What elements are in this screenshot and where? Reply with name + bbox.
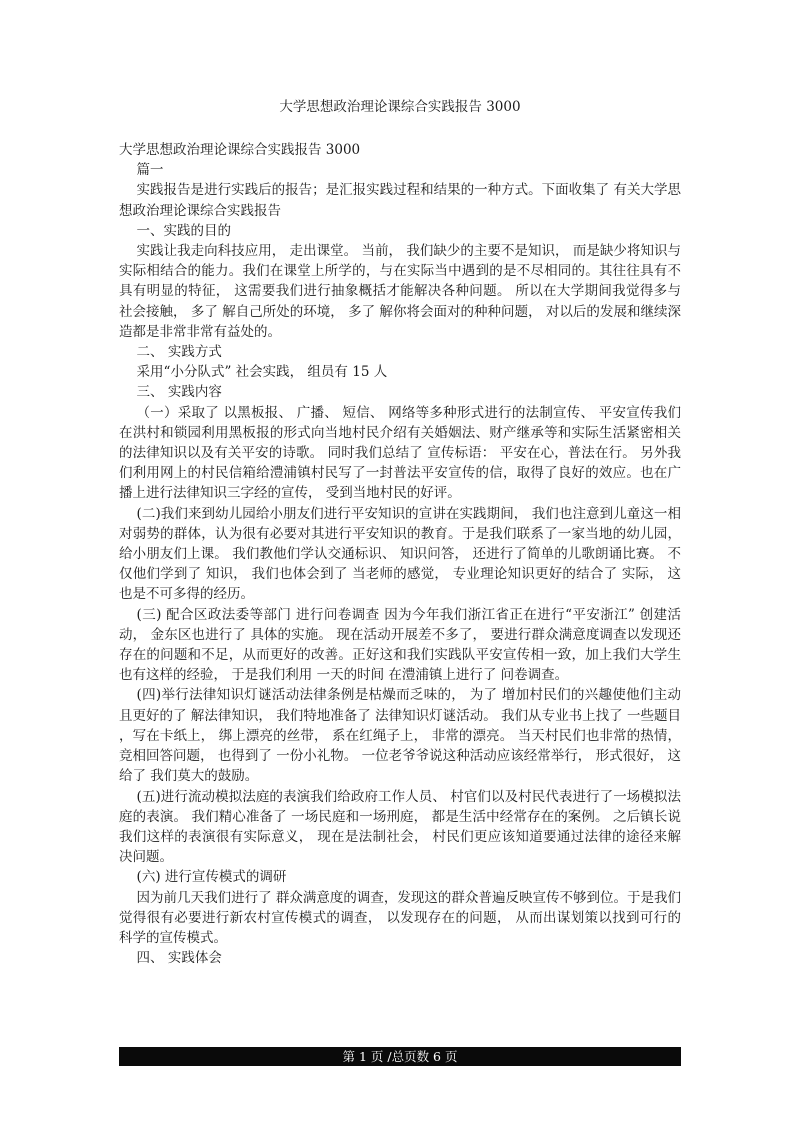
intro-paragraph: 实践报告是进行实践后的报告；是汇报实践过程和结果的一种方式。下面收集了 有关大学思想政治理论课综合实践报告 xyxy=(119,182,681,219)
content-item-3: (三) 配合区政法委等部门 进行问卷调查 因为今年我们浙江省正在进行“平安浙江” 创建活动， 金东区也进行了 具体的实施。 现在活动开展差不多了， 要进行群众满意度调查以发现还存在的问题和不足，从而更好的改善。正好这和我们实践队平安宣传相一致，加上我们大学生也有这样的经验， 于是我们利用 一天的时间 在澧浦镇上进行了 问卷调查。 xyxy=(119,606,681,684)
method-paragraph: 采用“小分队式” 社会实践， 组员有 15 人 xyxy=(136,364,388,381)
page-footer: 第 1 页 /总页数 6 页 xyxy=(119,1047,681,1066)
document-title: 大学思想政治理论课综合实践报告 3000 xyxy=(279,99,521,115)
content-item-6-paragraph: 因为前几天我们进行了 群众满意度的调查，发现这的群众普遍反映宣传不够到位。于是我们觉得很有必要进行新农村宣传模式的调查， 以发现存在的问题， 从而出谋划策以找到可行的科学的宣传模式。 xyxy=(119,889,681,946)
doc-heading: 大学思想政治理论课综合实践报告 3000 xyxy=(119,142,361,158)
content-item-4: (四)举行法律知识灯谜活动法律条例是枯燥而乏味的， 为了 增加村民们的兴趣使他们主动且更好的了 解法律知识， 我们特地准备了 法律知识灯谜活动。 我们从专业书上找了 一些题目 ，写在卡纸上， 绑上漂亮的丝带， 系在红绳子上， 非常的漂亮。 当天村民们也非常的热情， 竞相回答问题， 也得到了 一份小礼物。 一位老爷爷说这种活动应该经常举行， 形式很好， 这给了 我们莫大的鼓励。 xyxy=(119,687,681,785)
section-heading-reflection: 四、 实践体会 xyxy=(136,950,222,967)
section-heading-method: 二、 实践方式 xyxy=(136,344,222,361)
document-body xyxy=(119,140,681,968)
section-heading-content: 三、 实践内容 xyxy=(136,384,222,401)
purpose-paragraph: 实践让我走向科技应用， 走出课堂。 当前， 我们缺少的主要不是知识， 而是缺少将知识与实际相结合的能力。我们在课堂上所学的，与在实际当中遇到的是不尽相同的。其往往具有不具有明显的特征， 这需要我们进行抽象概括才能解决各种问题。 所以在大学期间我觉得多与社会接触， 多了 解自己所处的环境， 多了 解你将会面对的种种问题， 对以后的发展和继续深造都是非常非常有益处的。 xyxy=(119,243,681,340)
section-heading-purpose: 一、实践的目的 xyxy=(136,222,232,239)
content-item-6-heading: (六) 进行宣传模式的调研 xyxy=(136,869,287,886)
content-item-1: （一）采取了 以黑板报、 广播、 短信、 网络等多种形式进行的法制宣传、 平安宣传我们在洪村和锁园利用黑板报的形式向当地村民介绍有关婚姻法、财产继承等和实际生活紧密相关的法律知识以及有关平安的诗歌。 同时我们总结了 宣传标语： 平安在心，普法在行。 另外我们利用网上的村民信箱给澧浦镇村民写了一封普法平安宣传的信，取得了良好的效应。也在广播上进行法律知识三字经的宣传， 受到当地村民的好评。 xyxy=(119,404,681,502)
content-item-2: (二)我们来到幼儿园给小朋友们进行平安知识的宣讲在实践期间， 我们也注意到儿童这一相对弱势的群体，认为很有必要对其进行平安知识的教育。于是我们联系了一家当地的幼儿园，给小朋友们上课。 我们教他们学认交通标识、 知识问答， 还进行了简单的儿歌朗诵比赛。 不仅他们学到了 知识， 我们也体会到了 当老师的感觉， 专业理论知识更好的结合了 实际， 这也是不可多得的经历。 xyxy=(119,505,681,603)
section-label-1: 篇一 xyxy=(136,162,164,179)
content-item-5: (五)进行流动模拟法庭的表演我们给政府工作人员、 村官们以及村民代表进行了一场模拟法庭的表演。 我们精心准备了 一场民庭和一场刑庭， 都是生活中经常存在的案例。 之后镇长说我们这样的表演很有实际意义， 现在是法制社会， 村民们更应该知道要通过法律的途径来解决问题。 xyxy=(119,788,681,866)
